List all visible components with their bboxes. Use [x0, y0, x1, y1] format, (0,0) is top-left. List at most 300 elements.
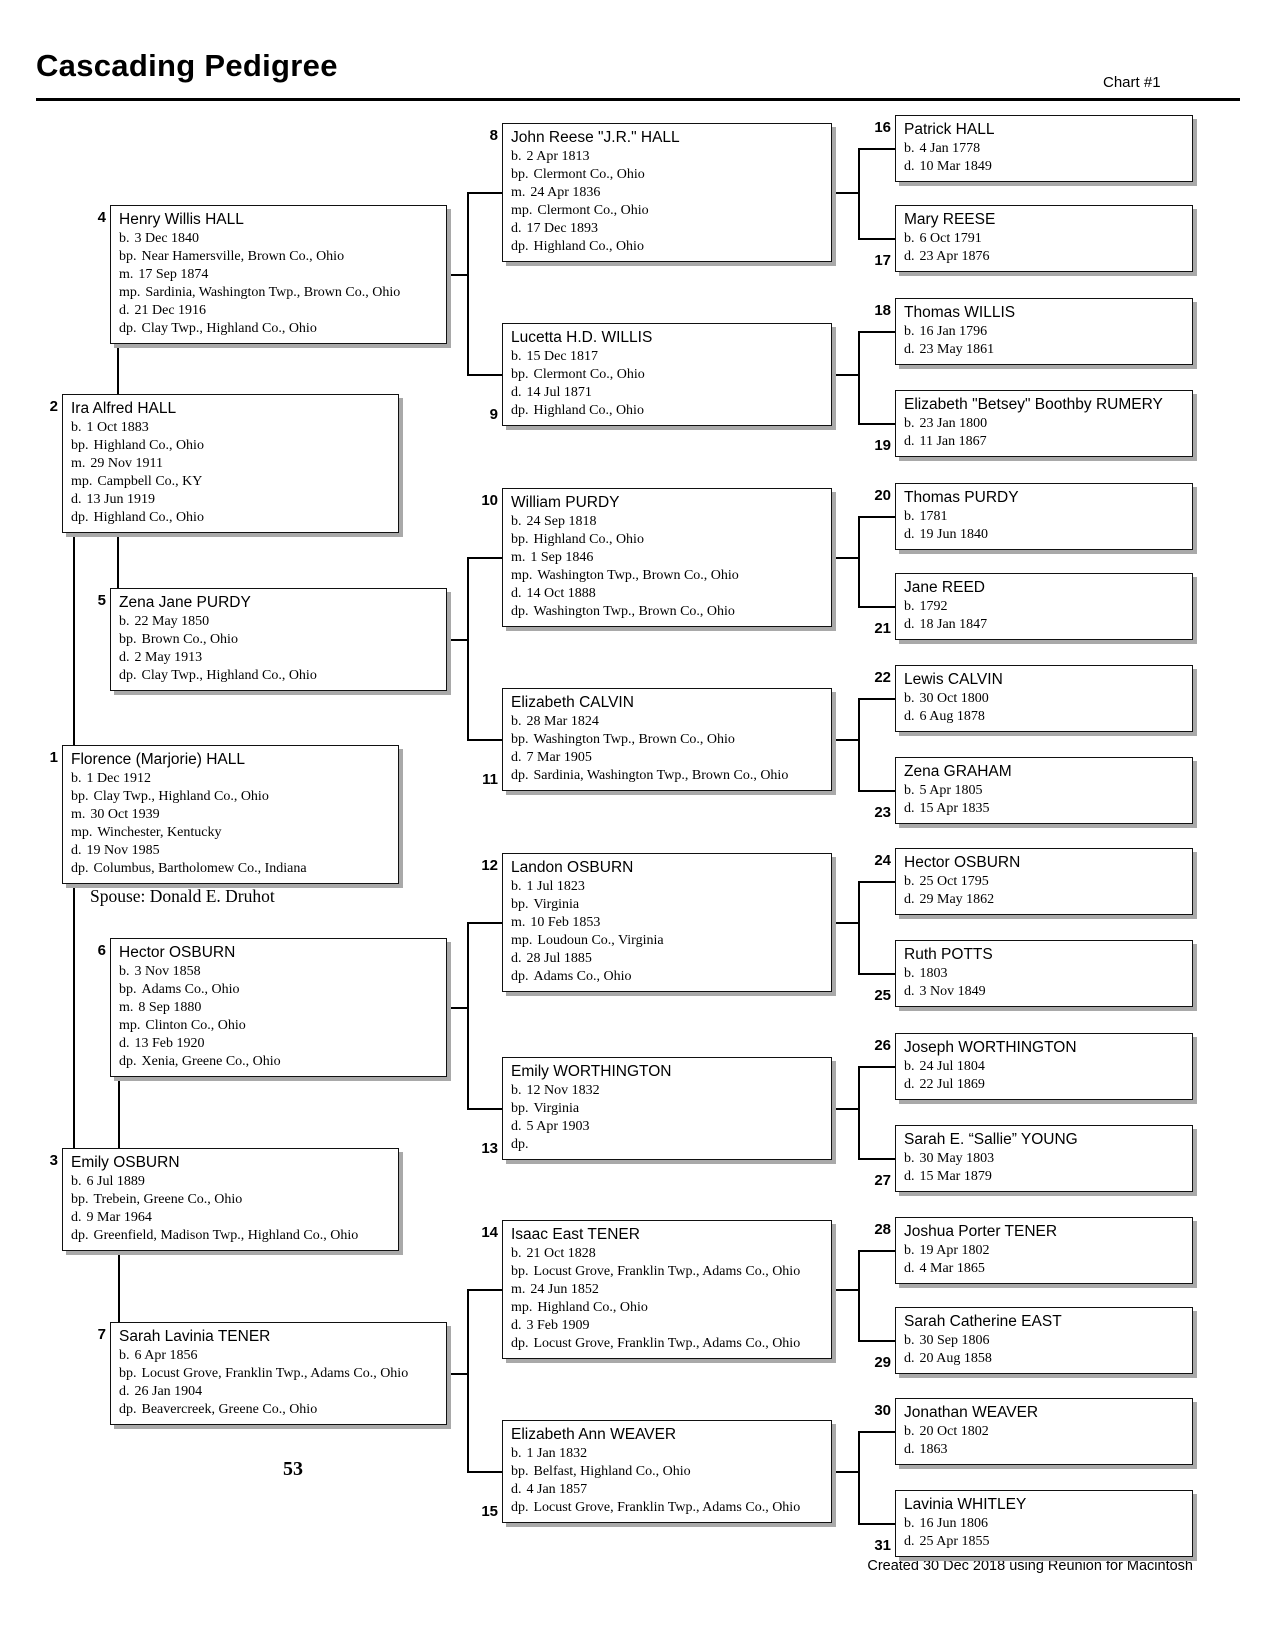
- detail-label: mp.: [511, 1300, 533, 1315]
- detail-value: 21 Dec 1916: [134, 303, 207, 318]
- person-detail-line: [71, 860, 390, 878]
- person-detail-line: [71, 788, 390, 806]
- detail-value: 15 Mar 1879: [919, 1169, 992, 1184]
- person-number: 14: [481, 1224, 498, 1241]
- detail-value: 19 Apr 1802: [919, 1243, 990, 1258]
- connector-line: [832, 192, 858, 194]
- detail-value: 28 Jul 1885: [526, 951, 592, 966]
- detail-value: 24 Jul 1804: [919, 1059, 985, 1074]
- detail-label: mp.: [71, 474, 93, 489]
- detail-label: mp.: [511, 933, 533, 948]
- connector-line: [118, 1078, 120, 1148]
- detail-value: 3 Nov 1849: [919, 984, 986, 999]
- person-box-3: [62, 1148, 399, 1251]
- person-number: 27: [874, 1172, 891, 1189]
- person-detail-line: [511, 896, 823, 914]
- person-detail-line: [511, 731, 823, 749]
- detail-value: 8 Sep 1880: [138, 1000, 202, 1015]
- person-number: 5: [97, 592, 106, 609]
- person-detail-line: [904, 965, 1184, 983]
- person-detail-line: [904, 508, 1184, 526]
- person-name: Sarah E. “Sallie” YOUNG: [904, 1131, 1078, 1148]
- person-detail-line: [904, 616, 1184, 634]
- connector-line: [858, 1250, 895, 1252]
- person-number: 15: [481, 1503, 498, 1520]
- person-detail-line: [511, 914, 823, 932]
- person-box-5: [110, 588, 447, 691]
- detail-value: 6 Oct 1791: [919, 231, 982, 246]
- detail-value: Locust Grove, Franklin Twp., Adams Co., Ohio: [533, 1336, 801, 1351]
- detail-label: b.: [904, 783, 915, 798]
- person-box-4: [110, 205, 447, 344]
- detail-label: bp.: [119, 1366, 137, 1381]
- detail-label: b.: [904, 1516, 915, 1531]
- detail-value: 30 May 1803: [919, 1151, 995, 1166]
- person-name: Isaac East TENER: [511, 1226, 640, 1243]
- detail-label: dp.: [511, 969, 529, 984]
- detail-label: d.: [511, 586, 522, 601]
- detail-value: 15 Apr 1835: [919, 801, 990, 816]
- connector-line: [447, 639, 467, 641]
- detail-value: Near Hamersville, Brown Co., Ohio: [141, 249, 345, 264]
- detail-label: b.: [71, 420, 82, 435]
- detail-label: b.: [511, 1446, 522, 1461]
- detail-value: 9 Mar 1964: [86, 1210, 152, 1225]
- person-detail-line: [511, 1082, 823, 1100]
- connector-line: [858, 1431, 895, 1433]
- person-detail-line: [119, 631, 438, 649]
- detail-label: d.: [904, 1077, 915, 1092]
- person-detail-line: [511, 878, 823, 896]
- person-detail-line: [904, 800, 1184, 818]
- detail-value: Washington Twp., Brown Co., Ohio: [537, 568, 739, 583]
- person-box-10: [502, 488, 832, 627]
- detail-value: 18 Jan 1847: [919, 617, 988, 632]
- person-detail-line: [511, 950, 823, 968]
- person-detail-line: [511, 1263, 823, 1281]
- detail-value: 3 Dec 1840: [134, 231, 200, 246]
- person-detail-line: [511, 549, 823, 567]
- person-name: Jonathan WEAVER: [904, 1404, 1039, 1421]
- detail-value: 19 Nov 1985: [86, 843, 160, 858]
- detail-label: bp.: [71, 1192, 89, 1207]
- detail-value: Campbell Co., KY: [97, 474, 203, 489]
- person-box-28: [895, 1217, 1193, 1284]
- detail-value: Greenfield, Madison Twp., Highland Co., Ohio: [93, 1228, 359, 1243]
- person-name: Hector OSBURN: [119, 944, 236, 961]
- connector-line: [467, 1471, 502, 1473]
- person-number: 13: [481, 1140, 498, 1157]
- person-name: Elizabeth "Betsey" Boothby RUMERY: [904, 396, 1163, 413]
- detail-label: b.: [904, 966, 915, 981]
- connector-line: [467, 374, 502, 376]
- person-box-11: [502, 688, 832, 791]
- person-detail-line: [904, 248, 1184, 266]
- detail-value: Locust Grove, Franklin Twp., Adams Co., Ohio: [533, 1264, 801, 1279]
- detail-value: Beavercreek, Greene Co., Ohio: [141, 1402, 318, 1417]
- connector-line: [447, 274, 467, 276]
- person-number: 11: [482, 771, 498, 788]
- detail-label: b.: [71, 1174, 82, 1189]
- person-detail-line: [904, 891, 1184, 909]
- detail-label: b.: [511, 149, 522, 164]
- detail-value: Clay Twp., Highland Co., Ohio: [93, 789, 269, 804]
- person-detail-line: [904, 708, 1184, 726]
- person-detail-line: [511, 1463, 823, 1481]
- detail-label: d.: [904, 1442, 915, 1457]
- person-detail-line: [119, 302, 438, 320]
- connector-line: [832, 374, 858, 376]
- person-number: 23: [874, 804, 891, 821]
- detail-value: Clermont Co., Ohio: [533, 167, 645, 182]
- detail-label: d.: [904, 1261, 915, 1276]
- person-number: 8: [489, 127, 498, 144]
- detail-label: d.: [71, 492, 82, 507]
- person-detail-line: [511, 1481, 823, 1499]
- person-detail-line: [119, 613, 438, 631]
- detail-label: b.: [904, 231, 915, 246]
- creation-credit: Created 30 Dec 2018 using Reunion for Macintosh: [867, 1558, 1193, 1574]
- person-detail-line: [904, 1423, 1184, 1441]
- person-detail-line: [511, 202, 823, 220]
- person-detail-line: [904, 1332, 1184, 1350]
- detail-label: bp.: [511, 1464, 529, 1479]
- detail-label: d.: [71, 843, 82, 858]
- detail-label: dp.: [511, 1336, 529, 1351]
- person-detail-line: [119, 1035, 438, 1053]
- detail-label: b.: [511, 1246, 522, 1261]
- detail-value: 10 Feb 1853: [530, 915, 601, 930]
- person-detail-line: [71, 473, 390, 491]
- person-box-7: [110, 1322, 447, 1425]
- detail-value: 4 Mar 1865: [919, 1261, 985, 1276]
- connector-line: [858, 516, 895, 518]
- person-detail-line: [511, 1317, 823, 1335]
- detail-label: d.: [904, 892, 915, 907]
- detail-label: dp.: [119, 1054, 137, 1069]
- person-detail-line: [511, 348, 823, 366]
- detail-value: 1803: [919, 966, 948, 981]
- person-name: Joseph WORTHINGTON: [904, 1039, 1077, 1056]
- detail-label: d.: [511, 221, 522, 236]
- connector-line: [467, 192, 469, 376]
- detail-value: 6 Jul 1889: [86, 1174, 145, 1189]
- person-detail-line: [904, 598, 1184, 616]
- detail-value: 24 Jun 1852: [530, 1282, 599, 1297]
- connector-line: [467, 1289, 502, 1291]
- connector-line: [73, 885, 75, 1148]
- person-detail-line: [71, 419, 390, 437]
- detail-value: 3 Feb 1909: [526, 1318, 590, 1333]
- person-detail-line: [904, 526, 1184, 544]
- person-detail-line: [904, 983, 1184, 1001]
- detail-value: Adams Co., Ohio: [141, 982, 240, 997]
- detail-label: bp.: [511, 167, 529, 182]
- person-name: Lucetta H.D. WILLIS: [511, 329, 653, 346]
- person-detail-line: [511, 384, 823, 402]
- person-name: Elizabeth CALVIN: [511, 694, 634, 711]
- detail-value: 25 Oct 1795: [919, 874, 989, 889]
- person-name: Thomas WILLIS: [904, 304, 1016, 321]
- detail-label: m.: [511, 1282, 526, 1297]
- person-number: 4: [97, 209, 106, 226]
- detail-value: Highland Co., Ohio: [93, 438, 204, 453]
- detail-label: d.: [904, 1351, 915, 1366]
- detail-label: b.: [904, 691, 915, 706]
- detail-label: b.: [904, 141, 915, 156]
- connector-line: [858, 331, 860, 425]
- detail-label: b.: [904, 1059, 915, 1074]
- detail-label: d.: [904, 617, 915, 632]
- detail-label: mp.: [119, 1018, 141, 1033]
- person-name: Landon OSBURN: [511, 859, 634, 876]
- detail-value: 7 Mar 1905: [526, 750, 592, 765]
- person-box-19: [895, 390, 1193, 457]
- person-number: 26: [874, 1037, 891, 1054]
- person-detail-line: [71, 824, 390, 842]
- person-detail-line: [71, 1209, 390, 1227]
- detail-label: bp.: [511, 897, 529, 912]
- connector-line: [858, 881, 860, 975]
- detail-value: Highland Co., Ohio: [93, 510, 204, 525]
- connector-line: [858, 1431, 860, 1525]
- person-detail-line: [511, 567, 823, 585]
- person-name: Thomas PURDY: [904, 489, 1019, 506]
- detail-label: dp.: [71, 1228, 89, 1243]
- person-box-8: [502, 123, 832, 262]
- person-detail-line: [71, 437, 390, 455]
- person-detail-line: [71, 770, 390, 788]
- person-name: John Reese "J.R." HALL: [511, 129, 680, 146]
- detail-label: m.: [119, 267, 134, 282]
- detail-label: d.: [904, 801, 915, 816]
- person-detail-line: [511, 1335, 823, 1353]
- connector-line: [858, 1523, 895, 1525]
- detail-label: bp.: [71, 438, 89, 453]
- person-detail-line: [904, 1242, 1184, 1260]
- person-detail-line: [511, 603, 823, 621]
- detail-label: b.: [511, 714, 522, 729]
- detail-value: Columbus, Bartholomew Co., Indiana: [93, 861, 307, 876]
- person-number: 9: [489, 406, 498, 423]
- person-detail-line: [511, 1445, 823, 1463]
- person-detail-line: [511, 1281, 823, 1299]
- person-detail-line: [904, 1150, 1184, 1168]
- person-detail-line: [71, 455, 390, 473]
- spouse-note: Spouse: Donald E. Druhot: [90, 886, 275, 906]
- person-box-15: [502, 1420, 832, 1523]
- person-detail-line: [119, 981, 438, 999]
- detail-label: d.: [904, 1169, 915, 1184]
- person-name: Emily WORTHINGTON: [511, 1063, 672, 1080]
- detail-label: m.: [71, 456, 86, 471]
- person-detail-line: [119, 1347, 438, 1365]
- person-detail-line: [904, 433, 1184, 451]
- detail-label: d.: [904, 159, 915, 174]
- connector-line: [858, 516, 860, 608]
- connector-line: [117, 345, 119, 394]
- connector-line: [858, 698, 895, 700]
- detail-label: bp.: [119, 632, 137, 647]
- detail-value: 24 Sep 1818: [526, 514, 597, 529]
- person-box-12: [502, 853, 832, 992]
- person-box-6: [110, 938, 447, 1077]
- detail-value: 13 Jun 1919: [86, 492, 155, 507]
- person-detail-line: [511, 513, 823, 531]
- detail-label: dp.: [71, 510, 89, 525]
- detail-value: 1 Jul 1823: [526, 879, 585, 894]
- detail-label: b.: [904, 324, 915, 339]
- person-detail-line: [511, 767, 823, 785]
- person-detail-line: [904, 341, 1184, 359]
- detail-value: 1792: [919, 599, 948, 614]
- detail-value: 1 Oct 1883: [86, 420, 149, 435]
- detail-value: Sardinia, Washington Twp., Brown Co., Ohio: [145, 285, 401, 300]
- person-number: 2: [49, 398, 58, 415]
- detail-value: 29 Nov 1911: [90, 456, 163, 471]
- person-detail-line: [71, 1173, 390, 1191]
- connector-line: [467, 922, 502, 924]
- person-name: Zena Jane PURDY: [119, 594, 251, 611]
- person-detail-line: [511, 585, 823, 603]
- person-box-20: [895, 483, 1193, 550]
- detail-value: 26 Jan 1904: [134, 1384, 203, 1399]
- connector-line: [858, 423, 895, 425]
- person-name: William PURDY: [511, 494, 620, 511]
- detail-value: 16 Jan 1796: [919, 324, 988, 339]
- detail-value: 1 Dec 1912: [86, 771, 152, 786]
- detail-value: 4 Jan 1778: [919, 141, 981, 156]
- person-name: Emily OSBURN: [71, 1154, 180, 1171]
- detail-label: mp.: [71, 825, 93, 840]
- detail-label: d.: [119, 1384, 130, 1399]
- detail-label: d.: [904, 342, 915, 357]
- person-detail-line: [71, 842, 390, 860]
- person-detail-line: [511, 1499, 823, 1517]
- person-detail-line: [904, 1058, 1184, 1076]
- detail-value: 6 Aug 1878: [919, 709, 985, 724]
- connector-line: [467, 1289, 469, 1473]
- person-detail-line: [511, 366, 823, 384]
- detail-value: 10 Mar 1849: [919, 159, 992, 174]
- detail-value: 1863: [919, 1442, 948, 1457]
- connector-line: [118, 1252, 120, 1322]
- detail-label: dp.: [511, 768, 529, 783]
- person-detail-line: [904, 1350, 1184, 1368]
- detail-value: 2 Apr 1813: [526, 149, 590, 164]
- person-number: 1: [49, 749, 58, 766]
- person-detail-line: [119, 230, 438, 248]
- connector-line: [858, 1340, 895, 1342]
- person-number: 22: [874, 669, 891, 686]
- person-detail-line: [511, 749, 823, 767]
- person-detail-line: [119, 1017, 438, 1035]
- person-name: Ruth POTTS: [904, 946, 993, 963]
- detail-label: d.: [904, 527, 915, 542]
- connector-line: [117, 534, 119, 588]
- person-detail-line: [511, 531, 823, 549]
- detail-value: 6 Apr 1856: [134, 1348, 198, 1363]
- person-number: 17: [874, 252, 891, 269]
- detail-value: Clermont Co., Ohio: [533, 367, 645, 382]
- detail-value: 5 Apr 1805: [919, 783, 983, 798]
- detail-label: b.: [904, 874, 915, 889]
- detail-value: 30 Sep 1806: [919, 1333, 990, 1348]
- title-rule: [36, 98, 1240, 101]
- person-name: Patrick HALL: [904, 121, 995, 138]
- connector-line: [467, 557, 469, 741]
- person-name: Sarah Catherine EAST: [904, 1313, 1062, 1330]
- detail-label: m.: [511, 915, 526, 930]
- detail-label: bp.: [71, 789, 89, 804]
- connector-line: [858, 238, 895, 240]
- person-box-1: [62, 745, 399, 884]
- detail-value: 17 Dec 1893: [526, 221, 599, 236]
- detail-label: b.: [511, 514, 522, 529]
- person-detail-line: [511, 1100, 823, 1118]
- connector-line: [832, 922, 858, 924]
- person-box-14: [502, 1220, 832, 1359]
- detail-value: Trebein, Greene Co., Ohio: [93, 1192, 243, 1207]
- person-box-2: [62, 394, 399, 533]
- person-detail-line: [119, 667, 438, 685]
- detail-label: d.: [511, 750, 522, 765]
- connector-line: [832, 739, 858, 741]
- person-detail-line: [71, 1227, 390, 1245]
- person-number: 25: [874, 987, 891, 1004]
- person-detail-line: [119, 1365, 438, 1383]
- detail-value: 16 Jun 1806: [919, 1516, 988, 1531]
- detail-label: b.: [119, 231, 130, 246]
- detail-label: b.: [904, 1333, 915, 1348]
- person-detail-line: [71, 491, 390, 509]
- connector-line: [858, 790, 895, 792]
- person-detail-line: [511, 968, 823, 986]
- person-detail-line: [71, 1191, 390, 1209]
- detail-label: d.: [511, 385, 522, 400]
- person-number: 21: [874, 620, 891, 637]
- connector-line: [858, 1066, 860, 1160]
- person-box-25: [895, 940, 1193, 1007]
- person-detail-line: [71, 806, 390, 824]
- detail-value: Highland Co., Ohio: [537, 1300, 648, 1315]
- detail-value: Highland Co., Ohio: [533, 239, 644, 254]
- detail-value: 1 Jan 1832: [526, 1446, 588, 1461]
- detail-value: 29 May 1862: [919, 892, 995, 907]
- person-detail-line: [904, 873, 1184, 891]
- detail-value: 4 Jan 1857: [526, 1482, 588, 1497]
- detail-value: Washington Twp., Brown Co., Ohio: [533, 604, 735, 619]
- connector-line: [467, 557, 502, 559]
- person-name: Lewis CALVIN: [904, 671, 1003, 688]
- connector-line: [832, 557, 858, 559]
- detail-value: 12 Nov 1832: [526, 1083, 600, 1098]
- detail-value: 23 May 1861: [919, 342, 995, 357]
- person-detail-line: [511, 1136, 823, 1154]
- connector-line: [832, 1289, 858, 1291]
- detail-value: 17 Sep 1874: [138, 267, 209, 282]
- detail-value: Clay Twp., Highland Co., Ohio: [141, 668, 317, 683]
- detail-value: 3 Nov 1858: [134, 964, 201, 979]
- detail-label: dp.: [511, 1137, 529, 1152]
- detail-label: b.: [904, 416, 915, 431]
- connector-line: [447, 1007, 467, 1009]
- person-box-31: [895, 1490, 1193, 1557]
- detail-value: Brown Co., Ohio: [141, 632, 238, 647]
- detail-label: bp.: [511, 532, 529, 547]
- detail-label: dp.: [71, 861, 89, 876]
- person-number: 29: [874, 1354, 891, 1371]
